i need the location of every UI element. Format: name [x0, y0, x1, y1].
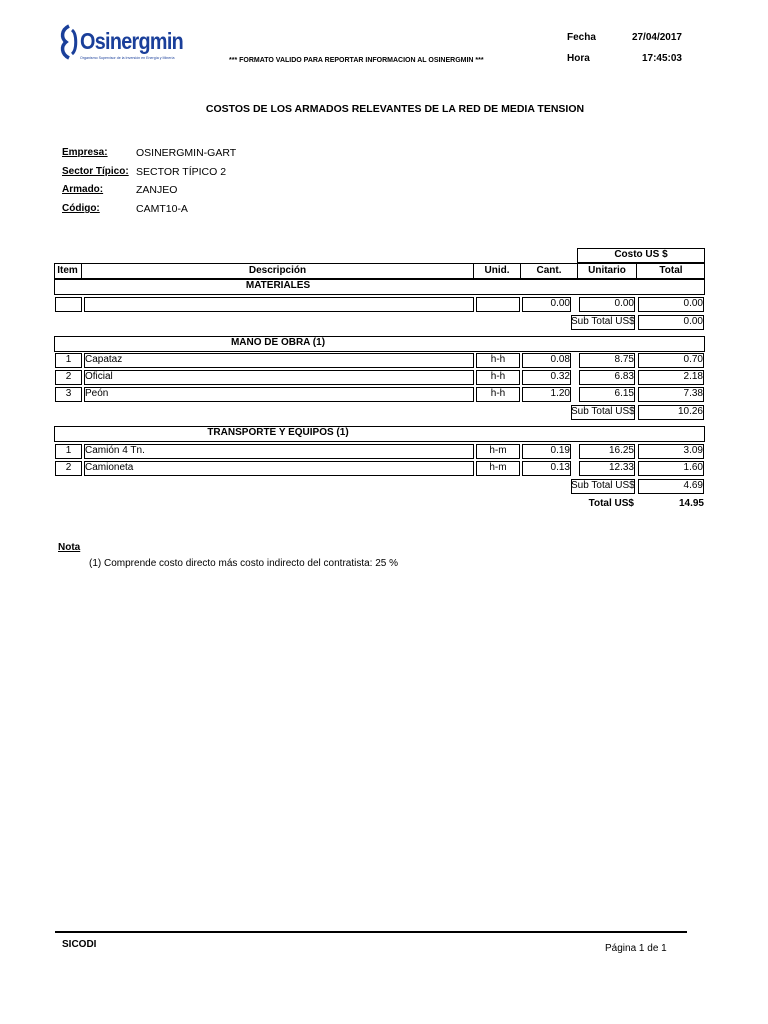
table-cell-border [55, 297, 82, 312]
table-cell-item: 2 [65, 462, 72, 473]
armado-label: Armado: [62, 184, 104, 195]
table-cell-unid: h-h [490, 371, 506, 382]
table-cell-desc: Oficial [85, 371, 113, 382]
subtotal-value: 4.69 [683, 480, 703, 491]
table-cell-total: 0.00 [683, 298, 703, 309]
total-label: Total US$ [588, 498, 634, 509]
logo-subtitle: Organismo Supervisor de la Inversión en Energía y Minería [80, 56, 175, 60]
table-cell-item: 2 [65, 371, 72, 382]
table-cell-total: 3.09 [683, 445, 703, 456]
table-cell-desc: Peón [85, 388, 109, 399]
nota-text: (1) Comprende costo directo más costo indirecto del contratista: 25 % [89, 558, 399, 569]
table-cell-item: 1 [65, 354, 72, 365]
table-cell-unit: 8.75 [614, 354, 634, 365]
document-title: COSTOS DE LOS ARMADOS RELEVANTES DE LA RED DE MEDIA TENSION [205, 103, 585, 115]
table-cell-unit: 6.83 [614, 371, 634, 382]
table-cell-cant: 0.08 [550, 354, 570, 365]
table-cell-unit: 16.25 [608, 445, 634, 456]
hora-value: 17:45:03 [641, 53, 682, 64]
subtotal-value: 0.00 [683, 316, 703, 327]
table-cell-cant: 0.32 [550, 371, 570, 382]
col-cant: Cant. [536, 265, 562, 276]
nota-label: Nota [58, 542, 81, 553]
fecha-value: 27/04/2017 [631, 32, 682, 43]
costo-header: Costo US $ [614, 249, 668, 260]
table-cell-desc: Capataz [85, 354, 123, 365]
section-title-materiales: MATERIALES [245, 280, 311, 291]
table-cell-border [476, 297, 520, 312]
logo-wordmark: Osinergmin [80, 28, 184, 54]
codigo-value: CAMT10-A [136, 203, 188, 215]
table-cell-cant: 0.13 [550, 462, 570, 473]
table-cell-total: 0.70 [683, 354, 703, 365]
table-cell-cant: 0.19 [550, 445, 570, 456]
table-cell-border [84, 297, 474, 312]
table-cell-unit: 6.15 [614, 388, 634, 399]
codigo-label: Código: [62, 203, 100, 214]
table-cell-cant: 0.00 [550, 298, 570, 309]
table-cell-unid: h-m [489, 445, 507, 456]
armado-value: ZANJEO [136, 184, 178, 196]
format-notice: *** FORMATO VALIDO PARA REPORTAR INFORMACION AL OSINERGMIN *** [229, 57, 484, 64]
subtotal-value: 10.26 [677, 406, 703, 417]
table-cell-total: 2.18 [683, 371, 703, 382]
section-title-mano-obra: MANO DE OBRA (1) [230, 337, 326, 348]
table-cell-desc: Camioneta [85, 462, 134, 473]
table-cell-total: 1.60 [683, 462, 703, 473]
sector-label: Sector Típico: [62, 166, 129, 177]
table-cell-unid: h-h [490, 354, 506, 365]
total-value: 14.95 [678, 498, 704, 509]
hora-label: Hora [567, 53, 590, 64]
table-cell-unit: 12.33 [608, 462, 634, 473]
col-item: Item [57, 265, 78, 276]
logo-emblem-icon [58, 24, 80, 60]
page-number: Página 1 de 1 [605, 943, 667, 954]
subtotal-label: Sub Total US$ [571, 406, 635, 417]
table-cell-item: 3 [65, 388, 72, 399]
subtotal-label: Sub Total US$ [571, 316, 635, 327]
footer-rule [55, 931, 687, 933]
fecha-label: Fecha [567, 32, 596, 43]
sector-value: SECTOR TÍPICO 2 [136, 166, 227, 178]
empresa-label: Empresa: [62, 147, 108, 158]
table-cell-desc: Camión 4 Tn. [85, 445, 145, 456]
empresa-value: OSINERGMIN-GART [136, 147, 237, 159]
table-cell-total: 7.38 [683, 388, 703, 399]
footer-sicodi: SICODI [62, 939, 97, 950]
table-cell-unid: h-m [489, 462, 507, 473]
col-total: Total [659, 265, 683, 276]
col-unitario: Unitario [588, 265, 626, 276]
subtotal-label: Sub Total US$ [571, 480, 635, 491]
table-cell-unid: h-h [490, 388, 506, 399]
col-unid: Unid. [484, 265, 510, 276]
table-cell-cant: 1.20 [550, 388, 570, 399]
table-cell-item: 1 [65, 445, 72, 456]
section-title-transporte: TRANSPORTE Y EQUIPOS (1) [207, 427, 349, 438]
col-descripcion: Descripción [248, 265, 307, 276]
table-cell-unit: 0.00 [614, 298, 634, 309]
